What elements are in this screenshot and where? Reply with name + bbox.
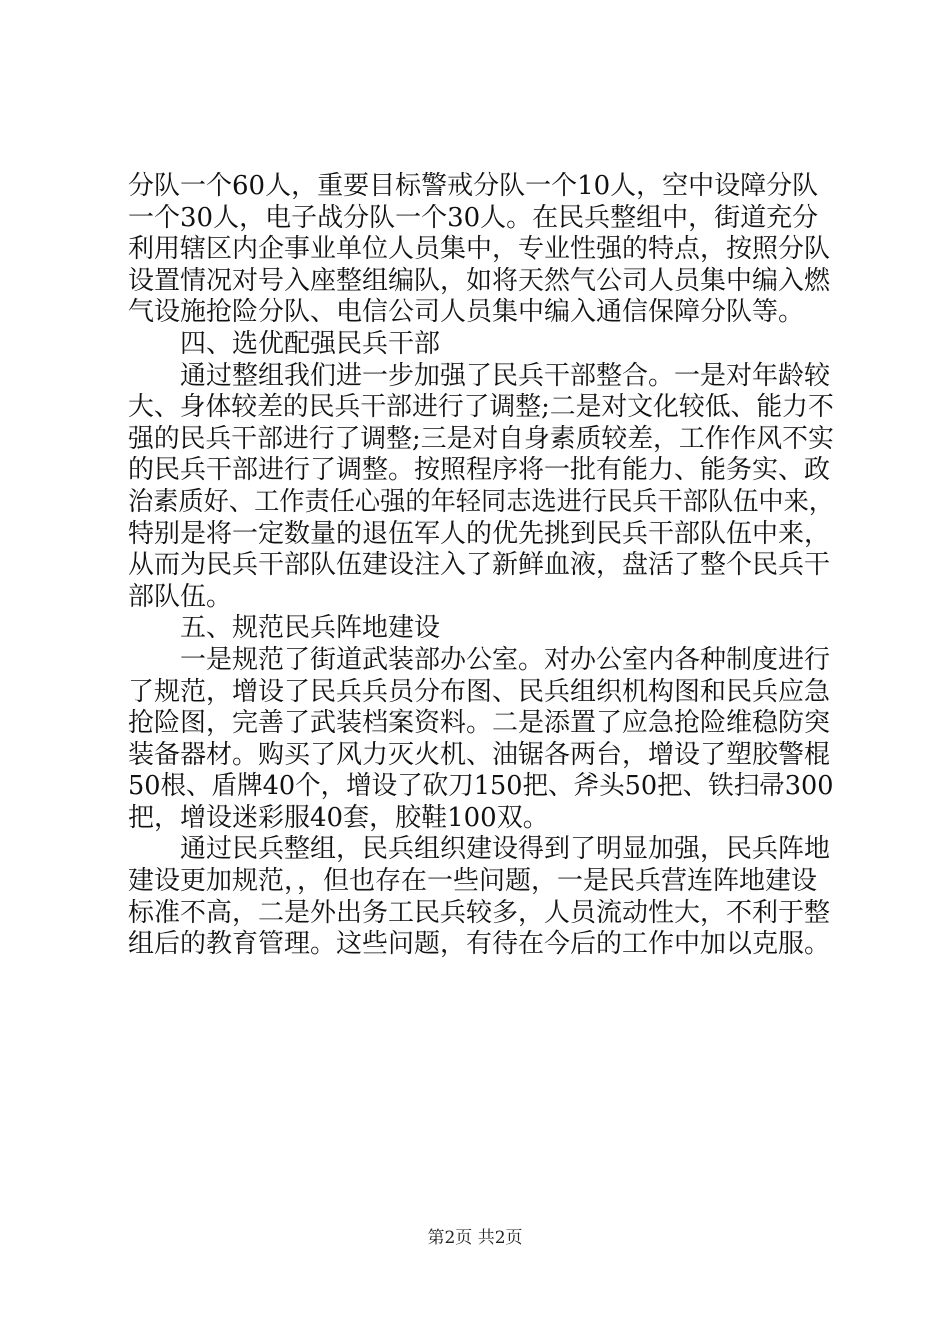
line-text: 50根、盾牌40个，增设了砍刀150把、斧头50把、铁扫帚300 bbox=[128, 771, 834, 802]
section-heading bbox=[128, 329, 834, 361]
line-text: 通过整组我们进一步加强了民兵干部整合。一是对年龄较 bbox=[180, 360, 831, 391]
line-text: 的民兵干部进行了调整。按照程序将一批有能力、能务实、政 bbox=[128, 455, 831, 486]
paragraph-line bbox=[128, 550, 834, 582]
line-text: 气设施抢险分队、电信公司人员集中编入通信保障分队等。 bbox=[128, 297, 805, 328]
line-text: 部队伍。 bbox=[128, 581, 233, 612]
line-text: 利用辖区内企事业单位人员集中，专业性强的特点，按照分队 bbox=[128, 234, 831, 265]
section-heading-text: 五、规范民兵阵地建设 bbox=[180, 613, 441, 644]
paragraph-line bbox=[128, 929, 834, 961]
line-text: 分队一个60人，重要目标警戒分队一个10人，空中设障分队 bbox=[128, 171, 819, 201]
line-text: 大、身体较差的民兵干部进行了调整;二是对文化较低、能力不 bbox=[128, 392, 834, 423]
paragraph-line bbox=[128, 203, 834, 235]
paragraph-line bbox=[128, 455, 834, 487]
paragraph-line bbox=[128, 266, 834, 298]
paragraph-line bbox=[128, 234, 834, 266]
paragraph-line bbox=[128, 171, 834, 203]
paragraph-line bbox=[128, 519, 834, 551]
paragraph-line bbox=[128, 740, 834, 772]
document-body bbox=[128, 171, 834, 961]
paragraph-line bbox=[128, 424, 834, 456]
paragraph-line bbox=[128, 392, 834, 424]
line-text: 把，增设迷彩服40套，胶鞋100双。 bbox=[128, 802, 549, 833]
line-text: 标准不高，二是外出务工民兵较多，人员流动性大，不利于整 bbox=[128, 897, 831, 928]
page-footer: 第2页 共2页 bbox=[427, 1228, 523, 1248]
paragraph-line bbox=[128, 487, 834, 519]
paragraph-line bbox=[128, 803, 834, 835]
line-text: 设置情况对号入座整组编队，如将天然气公司人员集中编入燃 bbox=[128, 265, 831, 296]
paragraph-line bbox=[128, 866, 834, 898]
line-text: 通过民兵整组，民兵组织建设得到了明显加强，民兵阵地 bbox=[180, 834, 831, 865]
line-text: 一个30人，电子战分队一个30人。在民兵整组中，街道充分 bbox=[128, 202, 819, 233]
section-heading bbox=[128, 613, 834, 645]
line-text: 抢险图，完善了武装档案资料。二是添置了应急抢险维稳防突 bbox=[128, 708, 831, 739]
paragraph-line bbox=[128, 297, 834, 329]
line-text: 装备器材。购买了风力灭火机、油锯各两台，增设了塑胶警棍 bbox=[128, 739, 831, 770]
paragraph-line bbox=[128, 834, 834, 866]
line-text: 建设更加规范，，但也存在一些问题，一是民兵营连阵地建设 bbox=[128, 866, 818, 897]
line-text: 从而为民兵干部队伍建设注入了新鲜血液，盘活了整个民兵干 bbox=[128, 550, 831, 581]
paragraph-line bbox=[128, 361, 834, 393]
line-text: 了规范，增设了民兵兵员分布图、民兵组织机构图和民兵应急 bbox=[128, 676, 831, 707]
line-text: 强的民兵干部进行了调整;三是对自身素质较差，工作作风不实 bbox=[128, 423, 834, 454]
line-text: 治素质好、工作责任心强的年轻同志选进行民兵干部队伍中来， bbox=[128, 486, 835, 517]
line-text: 特别是将一定数量的退伍军人的优先挑到民兵干部队伍中来， bbox=[128, 518, 831, 549]
line-text: 一是规范了街道武装部办公室。对办公室内各种制度进行 bbox=[180, 644, 831, 675]
paragraph-line bbox=[128, 708, 834, 740]
paragraph-line bbox=[128, 677, 834, 709]
paragraph-line bbox=[128, 645, 834, 677]
paragraph-line bbox=[128, 582, 834, 614]
section-heading-text: 四、选优配强民兵干部 bbox=[180, 328, 441, 359]
line-text: 组后的教育管理。这些问题，有待在今后的工作中加以克服。 bbox=[128, 929, 831, 960]
paragraph-line bbox=[128, 898, 834, 930]
paragraph-line bbox=[128, 771, 834, 803]
